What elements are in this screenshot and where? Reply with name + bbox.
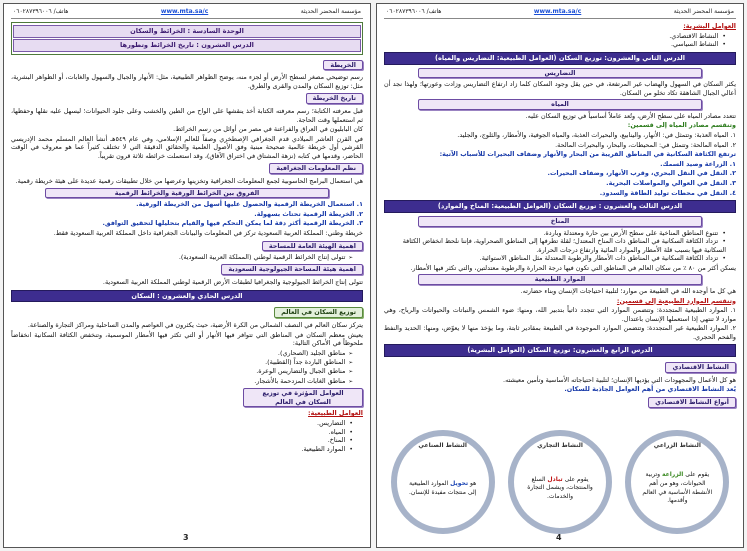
activity-circle-industry bbox=[391, 430, 495, 534]
water-sources-heading: وتنقسم مصادر المياه إلى قسمين: bbox=[627, 121, 736, 130]
activity-diagrams bbox=[384, 416, 736, 548]
lesson-24-title: الدرس الرابع والعشرون: توزيع السكان (العوامل البشرية) bbox=[384, 344, 736, 357]
lesson-22-title: الدرس الثاني والعشرون: توزيع السكان (العوامل الطبيعية: التضاريس والمياه) bbox=[384, 52, 736, 65]
map-history-text-3: في القرن العاشر الميلادي قدم الجغرافي الإصطخري وصفاً للعالم الإسلامي، وفي عام ٥٤٩هـ أنشأ العالم المسلم محمد الإدريسي القرشي أول خريطة عالمية صحيحة مبنية وفق الأصول العلمية والحقائق الدقيقة التي لا تختلف كثيراً عما هو معروف في الوقت الحاضر، وقدمها في كتابه (نزهة المشتاق في اختراق الآفاق)، وقد استعملت خرائطه ثلاثة قرون تقريباً. bbox=[11, 134, 363, 160]
population-distribution-text-2: يعيش معظم السكان في المناطق التي تتوافر فيها الأنهار أو التي تكثر فيها الأمطار الموسمية، وتنخفض الكثافة السكانية انخفاضاً ملحوظاً في الأماكن التالية: bbox=[11, 330, 363, 348]
low-density-list bbox=[11, 349, 363, 386]
activity-description: هو تحويل الموارد الطبيعية إلى منتجات مفيدة للإنسان. bbox=[409, 479, 477, 496]
survey-authority-tag: اهمية الهيئة العامة للمساحة bbox=[262, 241, 363, 252]
water-source-item: ١. المياه العذبة: وتتمثل في: الأنهار، والينابيع، والبحيرات العذبة، والمياه الجوفية، والأمطار، والثلوج، والجليد. bbox=[457, 131, 736, 140]
survey-item: ➢ تتولى إنتاج الخرائط الرقمية لوطني (المملكة العربية السعودية). bbox=[11, 253, 353, 262]
climate-item: • تتنوع المناطق المناخية على سطح الأرض بين حارة ومعتدلة وباردة. bbox=[384, 229, 726, 238]
activity-description: يقوم على تبادل السلع والمنتجات، ويشمل التجارة والخدمات. bbox=[527, 475, 593, 500]
water-tag: المياه bbox=[418, 99, 702, 110]
natural-factors-list bbox=[11, 419, 363, 453]
activity-description: يقوم على الزراعة وتربية الحيوانات، وهو من أهم الأنشطة الأساسية في العالم وأقدمها. bbox=[642, 471, 713, 505]
climate-note: يسكن أكثر من ٨٠ ٪ من سكان العالم في المناطق التي تكون فيها درجة الحرارة والرطوبة معتدلتين، والتي تكثر فيها الأمطار. bbox=[410, 263, 736, 272]
resources-types-heading: وتنقسم الموارد الطبيعية إلى قسمين: bbox=[616, 296, 736, 305]
economic-activity-tag: النشاط الاقتصادي bbox=[665, 362, 736, 373]
map-history-text: قبل معرفته الكتابة؛ رسم معرفته الكتابة أخذ ينقشها على الواح من الطين والخشب وعلى جلود الحيوانات؛ ليسهل عليه نقلها وحفظها، ثم استعملها وقت الحاجة. bbox=[11, 107, 363, 124]
natural-factors-heading: العوامل الطبيعية: bbox=[308, 409, 363, 418]
activity-circle-commerce bbox=[508, 430, 612, 534]
water-source-item: ٢. المياه المالحة: وتتمثل في: المحيطات، والبحار، والبحيرات المالحة. bbox=[555, 140, 736, 149]
natural-factor-item: • التضاريس. bbox=[11, 419, 353, 428]
header-school: مؤسسة المحضر الحديثة bbox=[300, 8, 361, 15]
difference-item: ١. استعمال الخريطة الرقمية والحصول عليها أسهل من الخريطة الورقية. bbox=[136, 200, 363, 209]
gis-tag: نظم المعلومات الجغرافية bbox=[269, 163, 363, 174]
activity-circle-agriculture bbox=[625, 430, 729, 534]
page-3 bbox=[3, 3, 371, 548]
density-reason-item: ٣. النقل في العوالي والمواصلات البحرية. bbox=[606, 178, 736, 187]
unit-title: الوحدة السادسة : الخرائط والسكان bbox=[13, 25, 361, 38]
header-phone: هاتف/ ٠٦٠٢٨٧٣٩٦٠٠٦ bbox=[386, 8, 442, 15]
density-reasons-list bbox=[384, 160, 736, 197]
map-differences-list bbox=[11, 200, 363, 228]
low-density-item: ➢ مناطق الجليد (الصحاري). bbox=[11, 349, 353, 358]
relief-tag: التضاريس bbox=[418, 68, 702, 79]
density-reason-item: ١. الزراعة وصيد السمك. bbox=[660, 159, 736, 168]
geology-text: تتولى إنتاج الخرائط الجيولوجية والجغرافيا لطبقات الأرض الرقمية لوطني المملكة العربية السعودية. bbox=[102, 278, 363, 287]
climate-item: • تزداد الكثافة السكانية في المناطق ذات الأمطار والرطوبة المعتدلة مثل المناطق الاستوائية. bbox=[384, 254, 726, 263]
density-reason-item: ٤. النقل في محطات توليد الطاقة والسدود. bbox=[599, 188, 736, 197]
difference-item: ٣. الخريطة الرقمية أكثر دقة لما يمكن التحكم فيها والقيام بتحليلها لتحقيق التوافق. bbox=[102, 219, 363, 228]
population-distribution-tag: توزيع السكان في العالم bbox=[274, 307, 363, 318]
map-differences-tag: الفروق بين الخرائط الورقية والخرائط الرقمية bbox=[45, 188, 329, 199]
map-definition: رسم توضيحي مصغر لسطح الأرض أو لجزء منه، يوضح الظواهر الطبيعية، مثل: الأنهار والجبال والسهول والغابات، أو الظواهر البشرية، مثل: توزيع السكان والمدن والقرى والطرق. bbox=[11, 73, 363, 90]
climate-tag: المناخ bbox=[418, 216, 702, 227]
map-tag: الخريطة bbox=[323, 60, 363, 71]
climate-item: • تزداد الكثافة السكانية في المناطق ذات المناخ المعتدل؛ لقلة تطرفها إلى المناطق الصحراوية، فإننا نلحظ انخفاض الكثافة السكانية فيها بسبب قلة الأمطار والموارد المائية وارتفاع درجات الحرارة. bbox=[384, 237, 726, 254]
header-phone: هاتف/ ٠٦٠٢٨٧٣٩٦٠٠٦ bbox=[13, 8, 69, 15]
resource-type-item: ١. الموارد الطبيعية المتجددة: وتتضمن الموارد التي تتجدد ذاتياً بتدبير الله، ومنها: ضوء الشمس والنباتات والحيوانات والرياح، وهي موارد لا تنتهي إذا استعملها الإنسان باعتدال. bbox=[384, 306, 736, 323]
header-school: مؤسسة المحضر الحديثة bbox=[673, 8, 734, 15]
human-factor-item: • النشاط السياسي. bbox=[384, 40, 726, 49]
difference-item: ٢. الخريطة الرقمية تحتاث بسهولة. bbox=[254, 209, 363, 218]
page-header bbox=[11, 8, 363, 19]
lesson-23-title: الدرس الثالث والعشرون : توزيع السكان (العوامل الطبيعية: المناخ والموارد) bbox=[384, 200, 736, 213]
low-density-item: ➢ مناطق الغابات المزدحمة بالأشجار. bbox=[11, 377, 353, 386]
climate-list bbox=[384, 229, 736, 263]
lesson-21-title: الدرس الحادي والعشرون : السكان bbox=[11, 290, 363, 303]
page-number: 3 bbox=[183, 533, 189, 543]
economic-activity-types-tag: أنواع النشاط الاقتصادي bbox=[648, 397, 736, 408]
header-site-link[interactable]: www.mta.sa/c bbox=[160, 8, 209, 15]
resource-type-item: ٢. الموارد الطبيعية غير المتجددة: وتتضمن الموارد الموجودة في الطبيعة بمقادير ثابتة، وما يؤخذ منها لا يعوّض، ومنها: الحديد والنفط والفحم الحجري. bbox=[384, 324, 736, 341]
activity-label: النشاط التجاري bbox=[537, 441, 583, 449]
natural-factor-item: • الموارد الطبيعية. bbox=[11, 445, 353, 454]
human-factors-heading: العوامل البشرية: bbox=[683, 22, 736, 31]
natural-factor-item: • المياه. bbox=[11, 428, 353, 437]
economic-activity-text: هو كل الأعمال والمجهودات التي يؤديها الإنسان؛ لتلبية احتياجاته الأساسية وتأمين معيشته. bbox=[503, 375, 736, 384]
economic-activity-text-2: يُعد النشاط الاقتصادي من أهم العوامل الجاذبة للسكان. bbox=[564, 385, 736, 394]
saudi-map-line: خريطة وطني: المملكة العربية السعودية تركز في المعلومات والبيانات الجغرافية داخل المملكة العربية السعودية فقط. bbox=[53, 228, 363, 237]
low-density-item: ➢ المناطق الباردة جداً (القطبية). bbox=[11, 358, 353, 367]
density-heading: ترتفع الكثافة السكانية في المناطق القريبة من البحار والأنهار وضفاف البحيرات للأسباب الآتية: bbox=[439, 150, 736, 159]
page-4 bbox=[376, 3, 744, 548]
natural-factor-item: • المناخ. bbox=[11, 436, 353, 445]
density-reason-item: ٢. النقل في النقل البحري، وقرب الأنهار، وضفاف البحيرات. bbox=[547, 169, 736, 178]
lesson-20-title: الدرس العشرون : تاريخ الخرائط وتطورها bbox=[13, 39, 361, 52]
map-history-tag: تاريخ الخريطة bbox=[306, 93, 363, 104]
map-history-text-2: كان البابليون في العراق والفراعنة في مصر من أوائل من رسم الخرائط. bbox=[173, 125, 363, 134]
relief-text: يكثر السكان في السهول والهضاب غير المرتفعة، في حين يقل وجود السكان كلما زاد ارتفاع التضاريس وزادت وعورتها؛ ولهذا نجد أن أعالي الجبال الشاهقة تكاد تخلو من السكان. bbox=[384, 80, 736, 97]
page-number: 4 bbox=[556, 533, 562, 543]
low-density-item: ➢ مناطق الجبال والتضاريس الوعرة. bbox=[11, 367, 353, 376]
survey-list bbox=[11, 253, 363, 262]
header-site-link[interactable]: www.mta.sa/c bbox=[533, 8, 582, 15]
unit-title-box bbox=[11, 22, 363, 55]
population-distribution-text: يتركز سكان العالم في النصف الشمالي من الكرة الأرضية، حيث يكثرون في العواصم والمدن الساحلية ومراكز التجارة والصناعة. bbox=[27, 321, 363, 330]
gis-text: هي استعمال البرامج الحاسوبية لجمع المعلومات الجغرافية وتخزينها وعرضها من خلال تطبيقات رقمية عديدة على هيئة خريطة رقمية. bbox=[15, 177, 363, 186]
natural-resources-text: هي كل ما أوجده الله في الطبيعة من موارد؛ لتلبية احتياجات الإنسان وبناء حضارته. bbox=[520, 286, 736, 295]
activity-label: النشاط الصناعي bbox=[418, 441, 467, 449]
population-factors-tag: العوامل المؤثرة في توزيع السكان في العالم bbox=[243, 388, 363, 407]
geology-authority-tag: اهمية هيئة المساحة الجيولوجية السعودية bbox=[221, 264, 363, 275]
human-factors-list bbox=[384, 32, 736, 49]
activity-label: النشاط الزراعي bbox=[653, 441, 701, 449]
natural-resources-tag: الموارد الطبيعية bbox=[418, 274, 702, 285]
water-text: تتعدد مصادر المياه على سطح الأرض، وتُعد عاملاً أساسياً في توزيع السكان عليه. bbox=[525, 111, 736, 120]
human-factor-item: • النشاط الاقتصادي. bbox=[384, 32, 726, 41]
page-header bbox=[384, 8, 736, 19]
